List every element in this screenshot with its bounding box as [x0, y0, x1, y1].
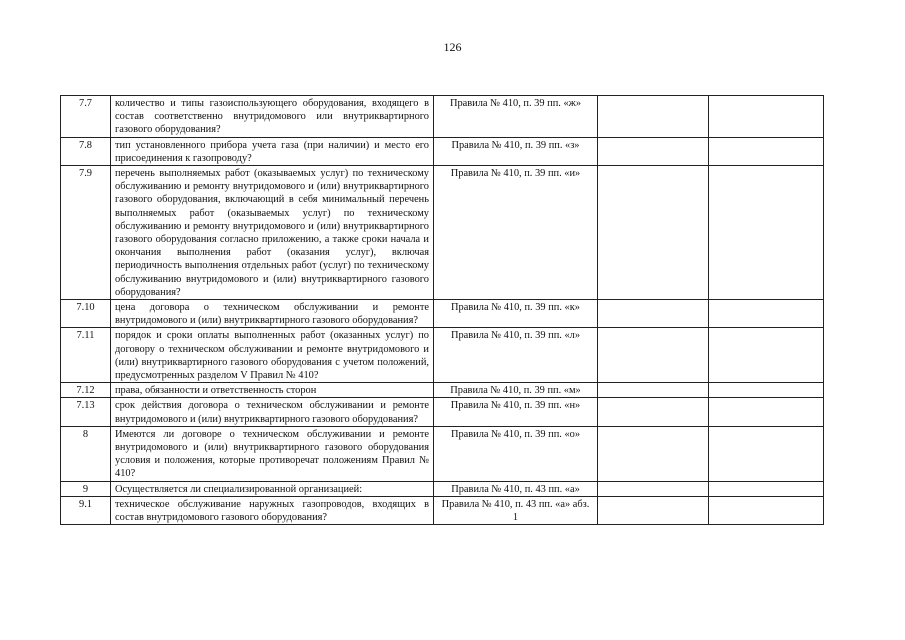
row-empty-cell [709, 300, 824, 328]
table-row [61, 496, 824, 524]
row-empty-cell [598, 481, 709, 496]
table-row [61, 137, 824, 165]
row-number: 8 [61, 426, 111, 481]
row-empty-cell [598, 398, 709, 426]
row-empty-cell [598, 426, 709, 481]
row-question: срок действия договора о техническом обслуживании и ремонте внутридомового и (или) внутриквартирного газового оборудования? [111, 398, 434, 426]
row-empty-cell [709, 426, 824, 481]
row-empty-cell [598, 166, 709, 300]
row-number: 7.8 [61, 137, 111, 165]
row-reference: Правила № 410, п. 43 пп. «а» абз. 1 [434, 496, 598, 524]
row-number: 7.11 [61, 328, 111, 383]
row-empty-cell [598, 496, 709, 524]
row-question: перечень выполняемых работ (оказываемых услуг) по техническому обслуживанию и ремонту внутридомового и (или) внутриквартирного газового оборудования, включающий в себя минимальный перечень выполняемых работ (оказываемых услуг) по техническому обслуживанию и ремонту внутридомового и (или) внутриквартирного газового оборудования согласно приложению, а также сроки начала и окончания выполнения работ (оказания услуг), включая периодичность выполнения отдельных работ (услуг) по техническому обслуживанию внутридомового и (или) внутриквартирного газового оборудования? [111, 166, 434, 300]
row-question: Осуществляется ли специализированной организацией: [111, 481, 434, 496]
row-reference: Правила № 410, п. 39 пп. «л» [434, 328, 598, 383]
table-row [61, 426, 824, 481]
row-reference: Правила № 410, п. 39 пп. «н» [434, 398, 598, 426]
row-empty-cell [598, 137, 709, 165]
row-empty-cell [598, 383, 709, 398]
row-empty-cell [598, 328, 709, 383]
row-reference: Правила № 410, п. 39 пп. «к» [434, 300, 598, 328]
row-question: тип установленного прибора учета газа (при наличии) и место его присоединения к газопроводу? [111, 137, 434, 165]
row-number: 7.13 [61, 398, 111, 426]
checklist-table [60, 95, 824, 525]
row-number: 9.1 [61, 496, 111, 524]
row-empty-cell [709, 398, 824, 426]
row-empty-cell [598, 300, 709, 328]
row-empty-cell [709, 481, 824, 496]
row-question: порядок и сроки оплаты выполненных работ (оказанных услуг) по договору о техническом обслуживании и ремонте внутридомового и (или) внутриквартирного газового оборудования с учетом положений, предусмотренных разделом V Правил № 410? [111, 328, 434, 383]
row-reference: Правила № 410, п. 39 пп. «з» [434, 137, 598, 165]
row-empty-cell [709, 496, 824, 524]
row-question: Имеются ли договоре о техническом обслуживании и ремонте внутридомового и (или) внутриквартирного газового оборудования условия и положения, которые противоречат положениям Правил № 410? [111, 426, 434, 481]
row-number: 7.7 [61, 96, 111, 138]
row-number: 7.9 [61, 166, 111, 300]
row-reference: Правила № 410, п. 39 пп. «ж» [434, 96, 598, 138]
table-row [61, 166, 824, 300]
page-number: 126 [443, 40, 462, 54]
table-row [61, 398, 824, 426]
row-number: 7.10 [61, 300, 111, 328]
row-empty-cell [709, 328, 824, 383]
table-row [61, 96, 824, 138]
table-row [61, 300, 824, 328]
row-empty-cell [709, 137, 824, 165]
row-question: техническое обслуживание наружных газопроводов, входящих в состав внутридомового газового оборудования? [111, 496, 434, 524]
row-reference: Правила № 410, п. 43 пп. «а» [434, 481, 598, 496]
table-row [61, 383, 824, 398]
row-reference: Правила № 410, п. 39 пп. «о» [434, 426, 598, 481]
row-question: количество и типы газоиспользующего оборудования, входящего в состав соответственно внутридомового или внутриквартирного газового оборудования? [111, 96, 434, 138]
row-empty-cell [709, 96, 824, 138]
row-reference: Правила № 410, п. 39 пп. «м» [434, 383, 598, 398]
row-number: 7.12 [61, 383, 111, 398]
row-question: цена договора о техническом обслуживании и ремонте внутридомового и (или) внутриквартирного газового оборудования? [111, 300, 434, 328]
table-row [61, 328, 824, 383]
row-number: 9 [61, 481, 111, 496]
row-reference: Правила № 410, п. 39 пп. «и» [434, 166, 598, 300]
row-empty-cell [709, 166, 824, 300]
row-question: права, обязанности и ответственность сторон [111, 383, 434, 398]
row-empty-cell [598, 96, 709, 138]
table-row [61, 481, 824, 496]
row-empty-cell [709, 383, 824, 398]
